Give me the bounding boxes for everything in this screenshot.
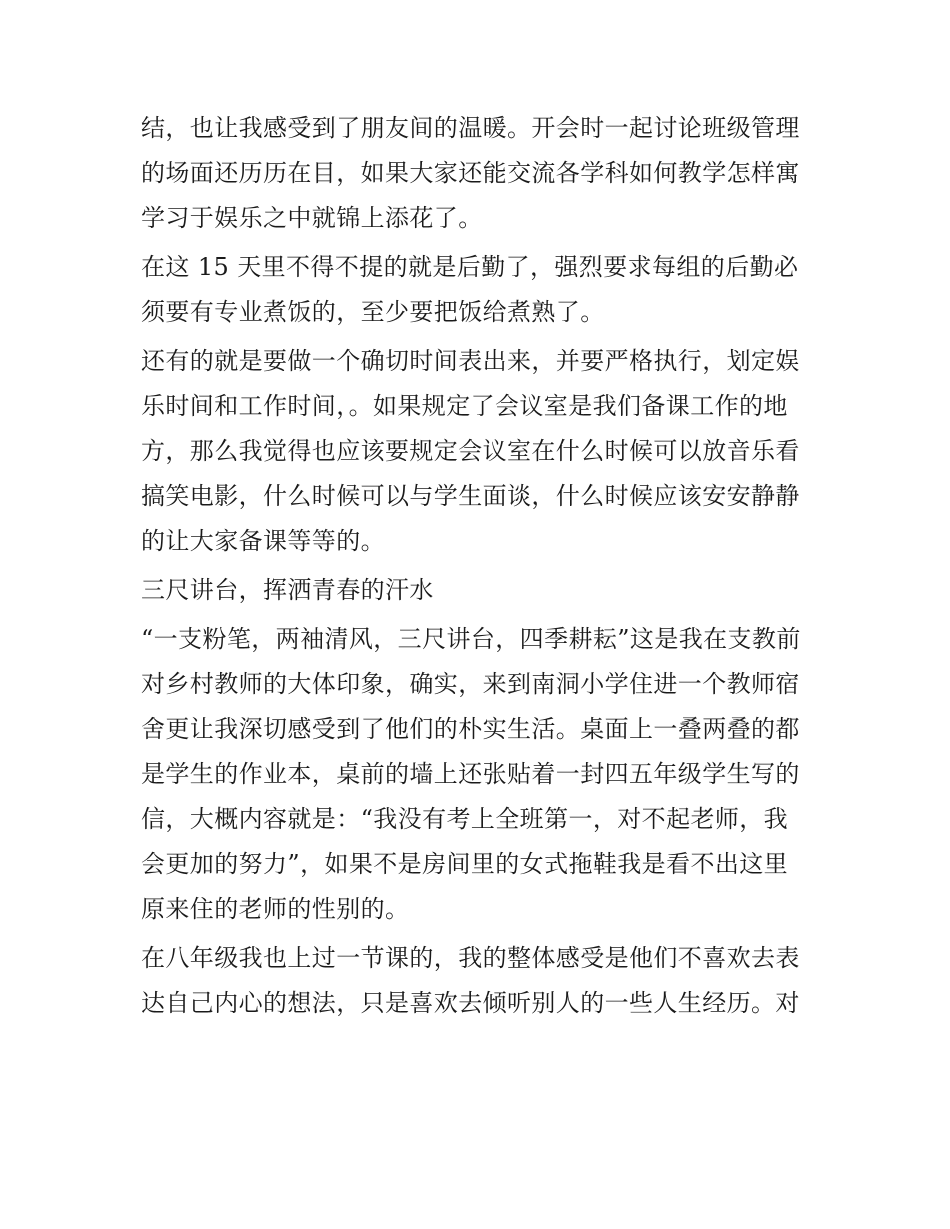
text-line: 结，也让我感受到了朋友间的温暖。开会时一起讨论班级管理 (141, 114, 800, 142)
text-line: 的场面还历历在目，如果大家还能交流各学科如何教学怎样寓 (141, 159, 800, 187)
text-line: 舍更让我深切感受到了他们的朴实生活。桌面上一叠两叠的都 (141, 715, 800, 743)
document-body (141, 106, 813, 1026)
text-line: 是学生的作业本，桌前的墙上还张贴着一封四五年级学生写的 (141, 760, 800, 788)
text-line: 会更加的努力”，如果不是房间里的女式拖鞋我是看不出这里 (141, 850, 789, 878)
text-line: 还有的就是要做一个确切时间表出来，并要严格执行，划定娱 (141, 347, 800, 375)
text-line: 须要有专业煮饭的，至少要把饭给煮熟了。 (141, 298, 605, 326)
text-line: 达自己内心的想法，只是喜欢去倾听别人的一些人生经历。对 (141, 989, 800, 1017)
text-line: 在八年级我也上过一节课的，我的整体感受是他们不喜欢去表 (141, 944, 800, 972)
text-line: 在这 15 天里不得不提的就是后勤了，强烈要求每组的后勤必 (141, 253, 799, 281)
text-line: 方，那么我觉得也应该要规定会议室在什么时候可以放音乐看 (141, 437, 800, 465)
text-line: 乐时间和工作时间，。如果规定了会议室是我们备课工作的地 (141, 392, 788, 420)
text-line: 搞笑电影，什么时候可以与学生面谈，什么时候应该安安静静 (141, 482, 800, 510)
text-line: 学习于娱乐之中就锦上添花了。 (141, 204, 483, 232)
text-line: 的让大家备课等等的。 (141, 527, 385, 555)
text-line: 对乡村教师的大体印象，确实，来到南洞小学住进一个教师宿 (141, 670, 800, 698)
text-line: 原来住的老师的性别的。 (141, 895, 410, 923)
section-heading: 三尺讲台，挥洒青春的汗水 (141, 576, 434, 604)
text-line: “一支粉笔，两袖清风，三尺讲台，四季耕耘”这是我在支教前 (141, 625, 801, 653)
text-line: 信，大概内容就是：“我没有考上全班第一，对不起老师，我 (141, 805, 789, 833)
